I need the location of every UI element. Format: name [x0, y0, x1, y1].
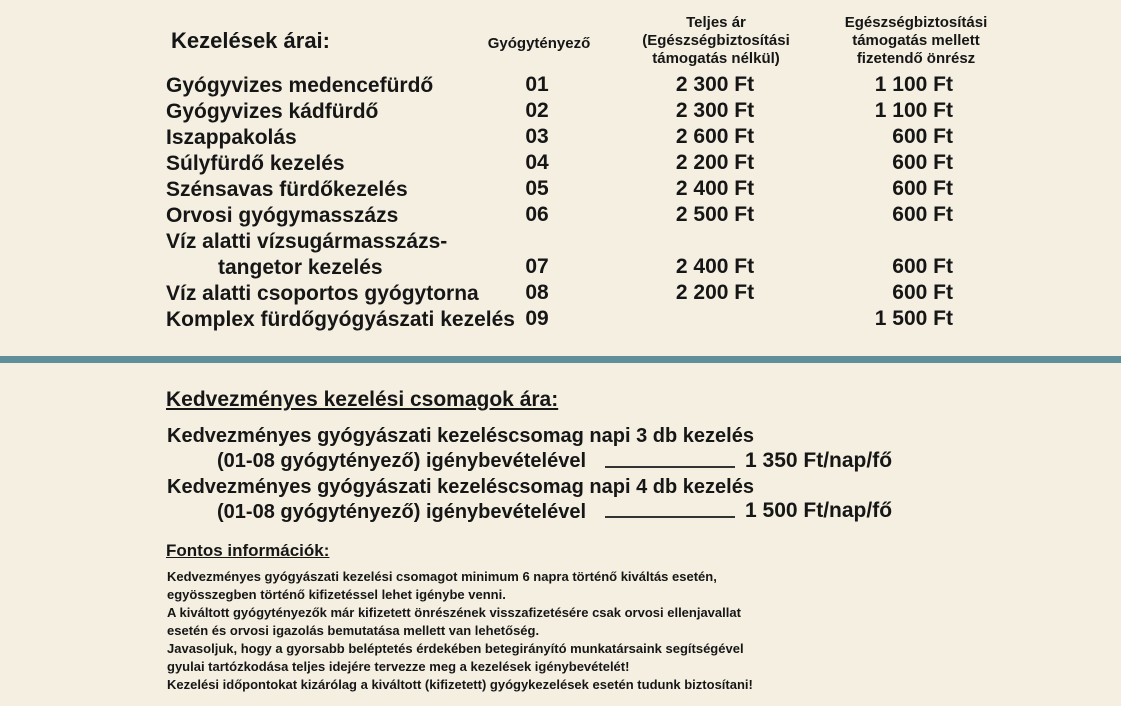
info-line: esetén és orvosi igazolás bemutatása mellett van lehetőség.: [167, 623, 540, 638]
info-line: Kedvezményes gyógyászati kezelési csomagot minimum 6 napra történő kiváltás esetén,: [167, 569, 717, 584]
package-leader-line: [605, 516, 735, 518]
row-name: Orvosi gyógymasszázs: [166, 204, 399, 227]
row-code: 09: [525, 307, 549, 330]
row-copay: 600 Ft: [892, 177, 953, 200]
row-copay: 600 Ft: [892, 255, 953, 278]
row-copay: 600 Ft: [892, 281, 953, 304]
row-price: 2 300 Ft: [675, 73, 755, 96]
row-price: 2 400 Ft: [675, 177, 755, 200]
row-code: 05: [525, 177, 549, 200]
row-copay: 1 100 Ft: [874, 73, 953, 96]
row-name: Gyógyvizes kádfürdő: [166, 100, 379, 123]
row-code: 02: [525, 99, 549, 122]
row-name: Komplex fürdőgyógyászati kezelés: [166, 308, 515, 331]
package-leader-line: [605, 466, 735, 468]
row-name-line1: Víz alatti vízsugármasszázs-: [166, 230, 448, 253]
row-name: Szénsavas fürdőkezelés: [166, 178, 408, 201]
row-code: 03: [525, 125, 549, 148]
row-code: 06: [525, 203, 549, 226]
factor-header: Gyógytényező: [487, 35, 591, 52]
row-price: 2 400 Ft: [675, 255, 755, 278]
row-name: Víz alatti csoportos gyógytorna: [166, 282, 479, 305]
row-copay: 600 Ft: [892, 203, 953, 226]
packages-title: Kedvezményes kezelési csomagok ára:: [166, 388, 559, 411]
row-price: 2 300 Ft: [675, 99, 755, 122]
price-table-title: Kezelések árai:: [171, 28, 330, 53]
package-line2: (01-08 gyógytényező) igénybevételével: [217, 450, 587, 472]
row-code: 04: [525, 151, 549, 174]
copay-header: Egészségbiztosítási támogatás mellett fizetendő önrész: [844, 14, 988, 67]
package-price: 1 500 Ft/nap/fő: [745, 499, 893, 522]
package-line1: Kedvezményes gyógyászati kezeléscsomag napi 4 db kezelés: [167, 476, 754, 498]
row-code: 08: [525, 281, 549, 304]
row-name: Iszappakolás: [166, 126, 297, 149]
package-price: 1 350 Ft/nap/fő: [745, 449, 893, 472]
row-code: 01: [525, 73, 549, 96]
info-title: Fontos információk:: [166, 541, 330, 560]
row-copay: 1 100 Ft: [874, 99, 953, 122]
info-line: Kezelési időpontokat kizárólag a kiváltott (kifizetett) gyógykezelések esetén tudunk biztosítani!: [167, 677, 753, 692]
full-price-header: Teljes ár (Egészségbiztosítási támogatás nélkül): [642, 14, 790, 67]
row-copay: 1 500 Ft: [874, 307, 953, 330]
row-copay: 600 Ft: [892, 125, 953, 148]
package-line2: (01-08 gyógytényező) igénybevételével: [217, 501, 587, 523]
row-price: 2 500 Ft: [675, 203, 755, 226]
row-name: Gyógyvizes medencefürdő: [166, 74, 434, 97]
section-divider: [0, 356, 1121, 363]
info-line: Javasoljuk, hogy a gyorsabb beléptetés érdekében betegirányító munkatársaink segítségével: [167, 641, 744, 656]
row-name: tangetor kezelés: [218, 256, 383, 279]
package-line1: Kedvezményes gyógyászati kezeléscsomag napi 3 db kezelés: [167, 425, 754, 447]
row-code: 07: [525, 255, 549, 278]
row-copay: 600 Ft: [892, 151, 953, 174]
info-line: gyulai tartózkodása teljes idejére tervezze meg a kezelések igénybevételét!: [167, 659, 630, 674]
row-name: Súlyfürdő kezelés: [166, 152, 345, 175]
row-price: 2 600 Ft: [675, 125, 755, 148]
row-price: 2 200 Ft: [675, 151, 755, 174]
info-line: A kiváltott gyógytényezők már kifizetett önrészének visszafizetésére csak orvosi ellenjavallat: [167, 605, 741, 620]
row-price: 2 200 Ft: [675, 281, 755, 304]
info-line: egyösszegben történő kifizetéssel lehet igénybe venni.: [167, 587, 506, 602]
info-text: [167, 568, 753, 694]
